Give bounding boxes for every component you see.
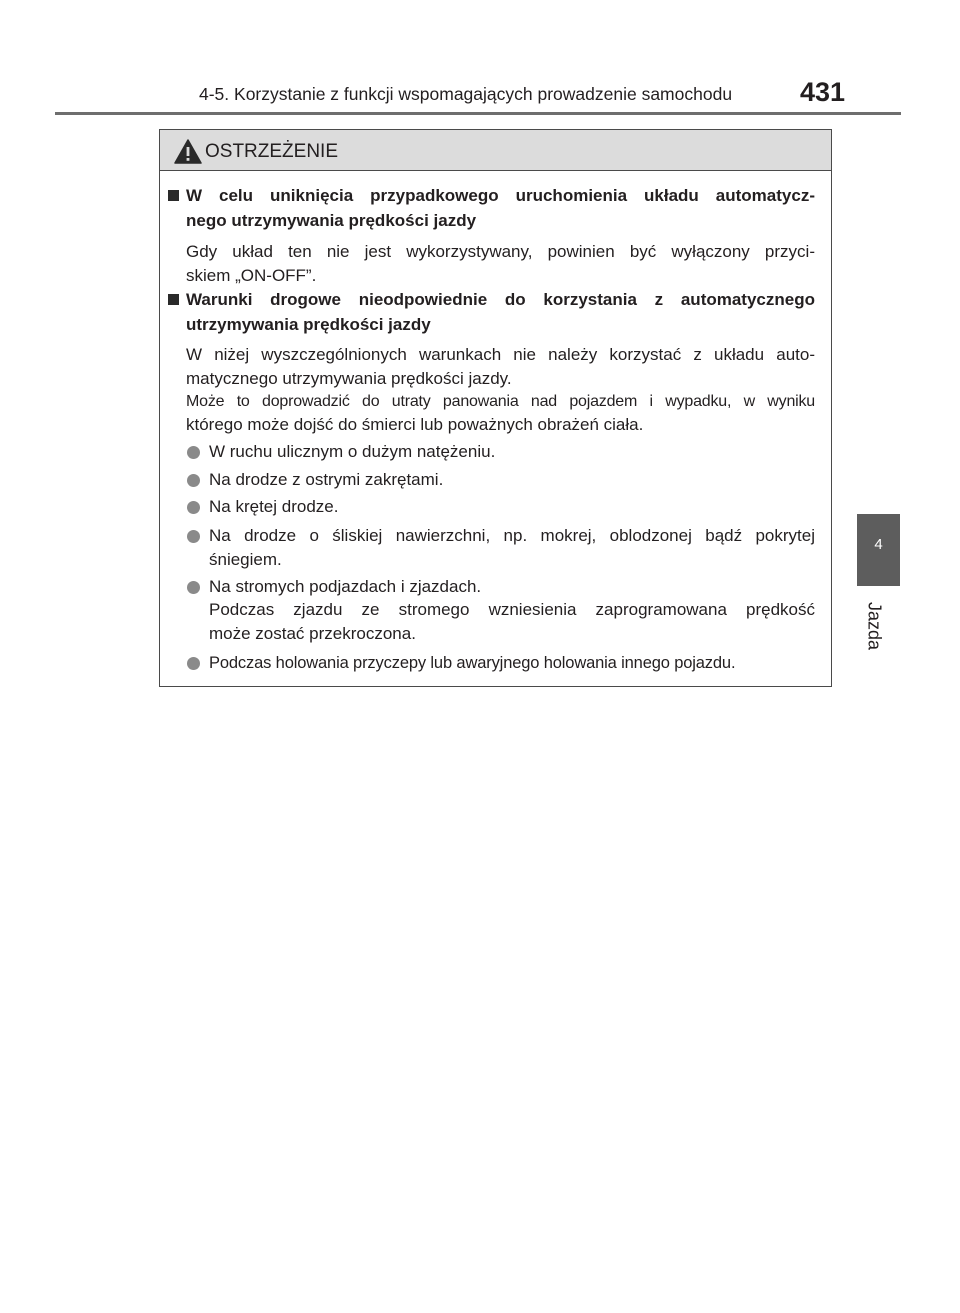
section-title: 4-5. Korzystanie z funkcji wspomagających prowadzenie samochodu xyxy=(199,84,733,104)
circle-bullet-icon xyxy=(187,581,200,594)
section-heading-line: W celu uniknięcia przypadkowego uruchomienia układu automatycz- xyxy=(186,186,815,205)
chapter-tab xyxy=(857,514,900,586)
bullet-item-line: może zostać przekroczona. xyxy=(209,624,416,643)
circle-bullet-icon xyxy=(187,474,200,487)
square-marker-icon xyxy=(168,190,179,201)
bullet-item-line: Na drodze o śliskiej nawierzchni, np. mokrej, oblodzonej bądź pokrytej xyxy=(209,526,815,545)
bullet-item-line: Podczas zjazdu ze stromego wzniesienia zaprogramowana prędkość xyxy=(209,600,815,619)
circle-bullet-icon xyxy=(187,657,200,670)
chapter-label xyxy=(864,596,884,656)
section-body-line: skiem „ON-OFF”. xyxy=(186,266,317,285)
section-body-line: Gdy układ ten nie jest wykorzystywany, powinien być wyłączony przyci- xyxy=(186,242,815,261)
chapter-number: 4 xyxy=(874,536,883,553)
circle-bullet-icon xyxy=(187,501,200,514)
page-number: 431 xyxy=(800,77,846,107)
circle-bullet-icon xyxy=(187,530,200,543)
section-heading-line: utrzymywania prędkości jazdy xyxy=(186,315,431,334)
section-heading-line: Warunki drogowe nieodpowiednie do korzystania z automatycznego xyxy=(186,290,815,309)
warning-title: OSTRZEŻENIE xyxy=(205,141,339,162)
circle-bullet-icon xyxy=(187,446,200,459)
bullet-item-line: Na krętej drodze. xyxy=(209,497,339,516)
warning-header xyxy=(160,130,831,171)
header-divider xyxy=(55,112,901,115)
bullet-item-line: śniegiem. xyxy=(209,550,282,569)
square-marker-icon xyxy=(168,294,179,305)
section-body-line: Może to doprowadzić do utraty panowania nad pojazdem i wypadku, w wyniku xyxy=(186,393,815,410)
section-body-line: którego może dojść do śmierci lub poważnych obrażeń ciała. xyxy=(186,415,644,434)
bullet-item-line: Podczas holowania przyczepy lub awaryjnego holowania innego pojazdu. xyxy=(209,654,736,672)
bullet-item-line: W ruchu ulicznym o dużym natężeniu. xyxy=(209,442,496,461)
warning-triangle-icon xyxy=(174,139,202,164)
section-heading-line: nego utrzymywania prędkości jazdy xyxy=(186,211,477,230)
bullet-item-line: Na drodze z ostrymi zakrętami. xyxy=(209,470,444,489)
section-body-line: W niżej wyszczególnionych warunkach nie należy korzystać z układu auto- xyxy=(186,345,815,364)
section-body-line: matycznego utrzymywania prędkości jazdy. xyxy=(186,369,512,388)
warning-box xyxy=(159,129,832,687)
chapter-label-text: Jazda xyxy=(864,601,885,651)
bullet-item-line: Na stromych podjazdach i zjazdach. xyxy=(209,577,482,596)
